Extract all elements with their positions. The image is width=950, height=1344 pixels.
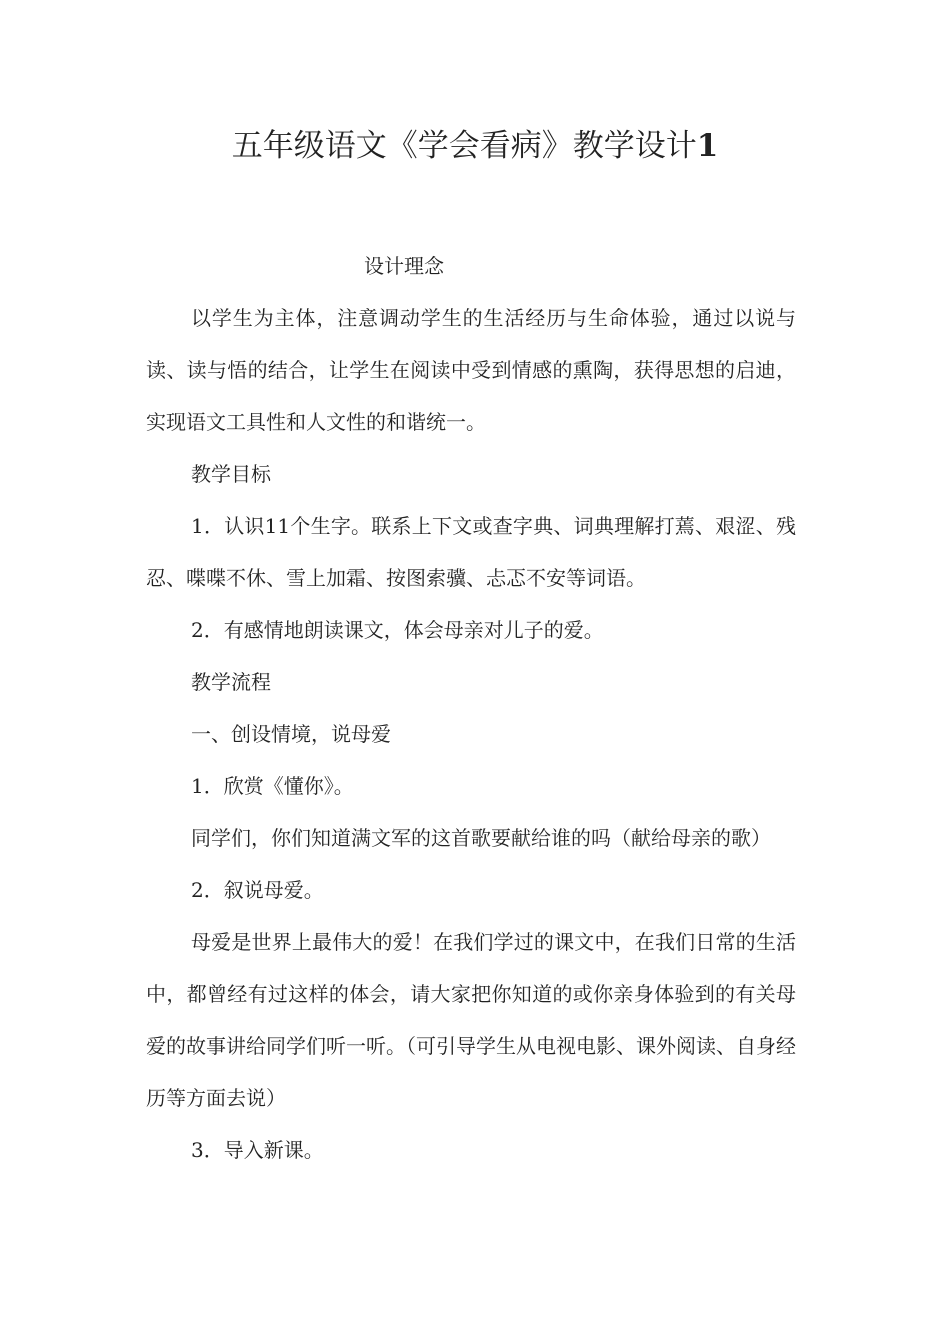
paragraph-goal-1: 1．认识11个生字。联系上下文或查字典、词典理解打蔫、艰涩、残忍、喋喋不休、雪上加霜、按图索骥、忐忑不安等词语。	[146, 514, 796, 590]
section-heading-design-concept: 设计理念	[364, 254, 444, 278]
section-heading-teaching-goals: 教学目标	[191, 462, 271, 486]
document-title	[0, 118, 950, 174]
paragraph-goal-2: 2．有感情地朗读课文，体会母亲对儿子的爱。	[191, 618, 604, 642]
paragraph-step-1-1: 1．欣赏《懂你》。	[191, 774, 354, 798]
document-body	[146, 240, 796, 1176]
title-text: 五年级语文《学会看病》教学设计	[231, 128, 697, 164]
paragraph-step-1-heading: 一、创设情境，说母爱	[191, 722, 391, 746]
paragraph-step-1-1-text: 同学们，你们知道满文军的这首歌要献给谁的吗（献给母亲的歌）	[191, 826, 771, 850]
paragraph-design-concept: 以学生为主体，注意调动学生的生活经历与生命体验，通过以说与读、读与悟的结合，让学生在阅读中受到情感的熏陶，获得思想的启迪，实现语文工具性和人文性的和谐统一。	[146, 306, 796, 434]
section-heading-teaching-process: 教学流程	[191, 670, 271, 694]
paragraph-step-1-2: 2．叙说母爱。	[191, 878, 324, 902]
paragraph-step-1-3: 3．导入新课。	[191, 1138, 324, 1162]
paragraph-step-1-2-text: 母爱是世界上最伟大的爱！在我们学过的课文中，在我们日常的生活中，都曾经有过这样的体会，请大家把你知道的或你亲身体验到的有关母爱的故事讲给同学们听一听。（可引导学生从电视电影、课外阅读、自身经历等方面去说）	[146, 930, 796, 1110]
title-number: 1	[696, 128, 719, 164]
